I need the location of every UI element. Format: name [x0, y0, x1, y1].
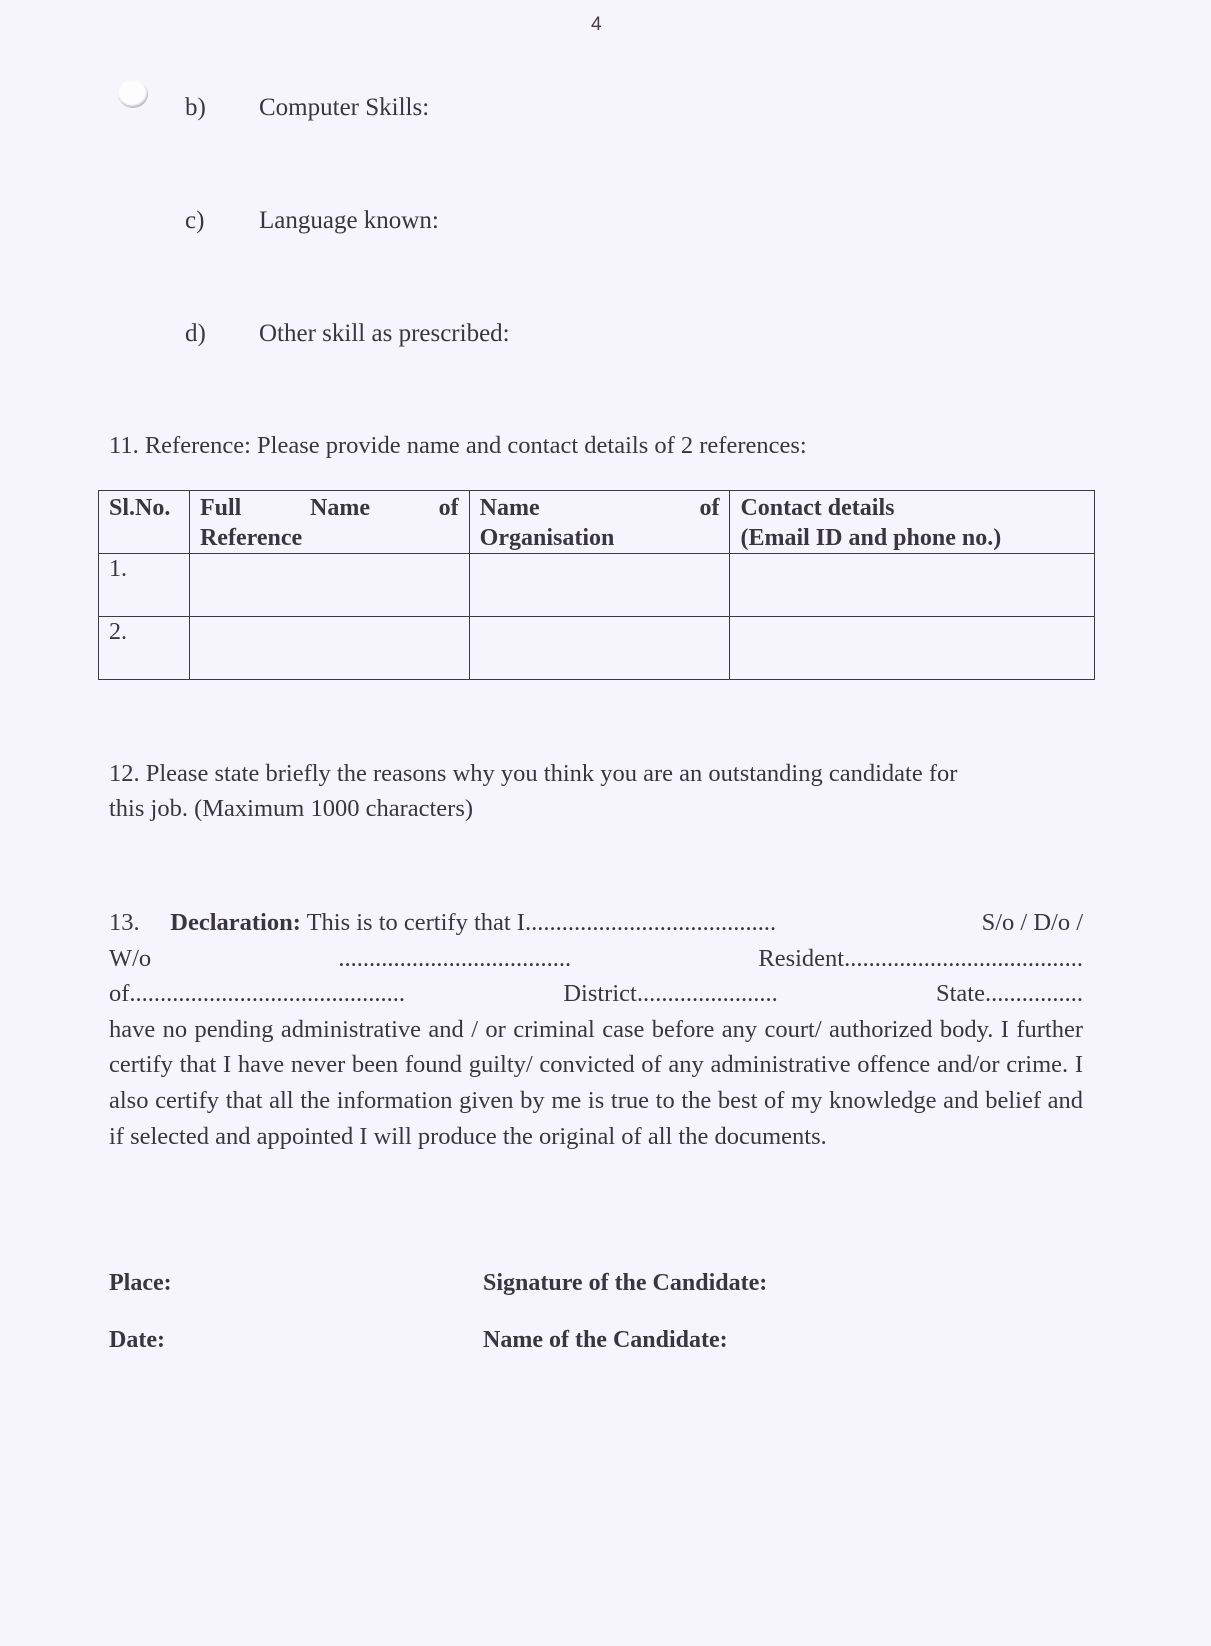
header-organisation: Name of Organisation [469, 491, 730, 554]
header-contact: Contact details (Email ID and phone no.) [730, 491, 1095, 554]
declaration-line1 [109, 905, 1083, 941]
table-row [99, 617, 1095, 680]
cell-contact[interactable] [730, 617, 1095, 680]
declaration-line2 [109, 941, 1083, 977]
header-full-name: Full Name of Reference [189, 491, 469, 554]
page-number: 4 [591, 14, 602, 35]
declaration-relation: S/o / D/o / [981, 909, 1083, 936]
declaration-title: Declaration: [170, 909, 301, 936]
skill-label: c) [185, 207, 205, 234]
declaration-resident: Resident....................................... [758, 944, 1083, 972]
skill-text: Computer Skills: [259, 94, 430, 121]
cell-contact[interactable] [730, 554, 1095, 617]
table-row [99, 554, 1095, 617]
date-label: Date: [109, 1327, 165, 1353]
section12-line2: this job. (Maximum 1000 characters) [109, 795, 474, 822]
declaration-wo: W/o [109, 944, 152, 972]
declaration-district: District....................... [563, 980, 778, 1008]
declaration [109, 905, 1083, 1154]
declaration-name-blank: This is to certify that I......................................... [306, 909, 777, 936]
cell-sl: 2. [99, 617, 190, 680]
skill-text: Other skill as prescribed: [259, 320, 510, 347]
cell-organisation[interactable] [469, 617, 730, 680]
header-sl-no: Sl.No. [99, 491, 190, 554]
declaration-state: State................ [935, 980, 1083, 1008]
cell-name[interactable] [189, 554, 469, 617]
section12-line1: 12. Please state briefly the reasons why you think you are an outstanding candidate for [109, 760, 958, 787]
declaration-of: of............................................. [109, 980, 406, 1008]
declaration-number: 13. [109, 909, 140, 936]
reference-heading: 11. Reference: Please provide name and contact details of 2 references: [109, 432, 807, 459]
punch-hole [118, 80, 148, 108]
declaration-body: have no pending administrative and / or criminal case before any court/ authorized body. I further certify that I have never been found guilty/ convicted of any administrative offence and/or crime. I also certify that all the information given by me is true to the best of my knowledge and belief and if selected and appointed I will produce the original of all the documents. [109, 1015, 1083, 1150]
place-label: Place: [109, 1270, 172, 1296]
signature-label: Signature of the Candidate: [483, 1270, 768, 1296]
candidate-name-label: Name of the Candidate: [483, 1327, 728, 1353]
skill-label: d) [185, 320, 206, 347]
skill-text: Language known: [259, 207, 439, 234]
cell-organisation[interactable] [469, 554, 730, 617]
declaration-wo-blank: ...................................... [338, 944, 572, 972]
skill-label: b) [185, 94, 206, 121]
cell-name[interactable] [189, 617, 469, 680]
table-header-row [99, 491, 1095, 554]
declaration-line3 [109, 976, 1083, 1012]
cell-sl: 1. [99, 554, 190, 617]
reference-table [98, 490, 1095, 680]
